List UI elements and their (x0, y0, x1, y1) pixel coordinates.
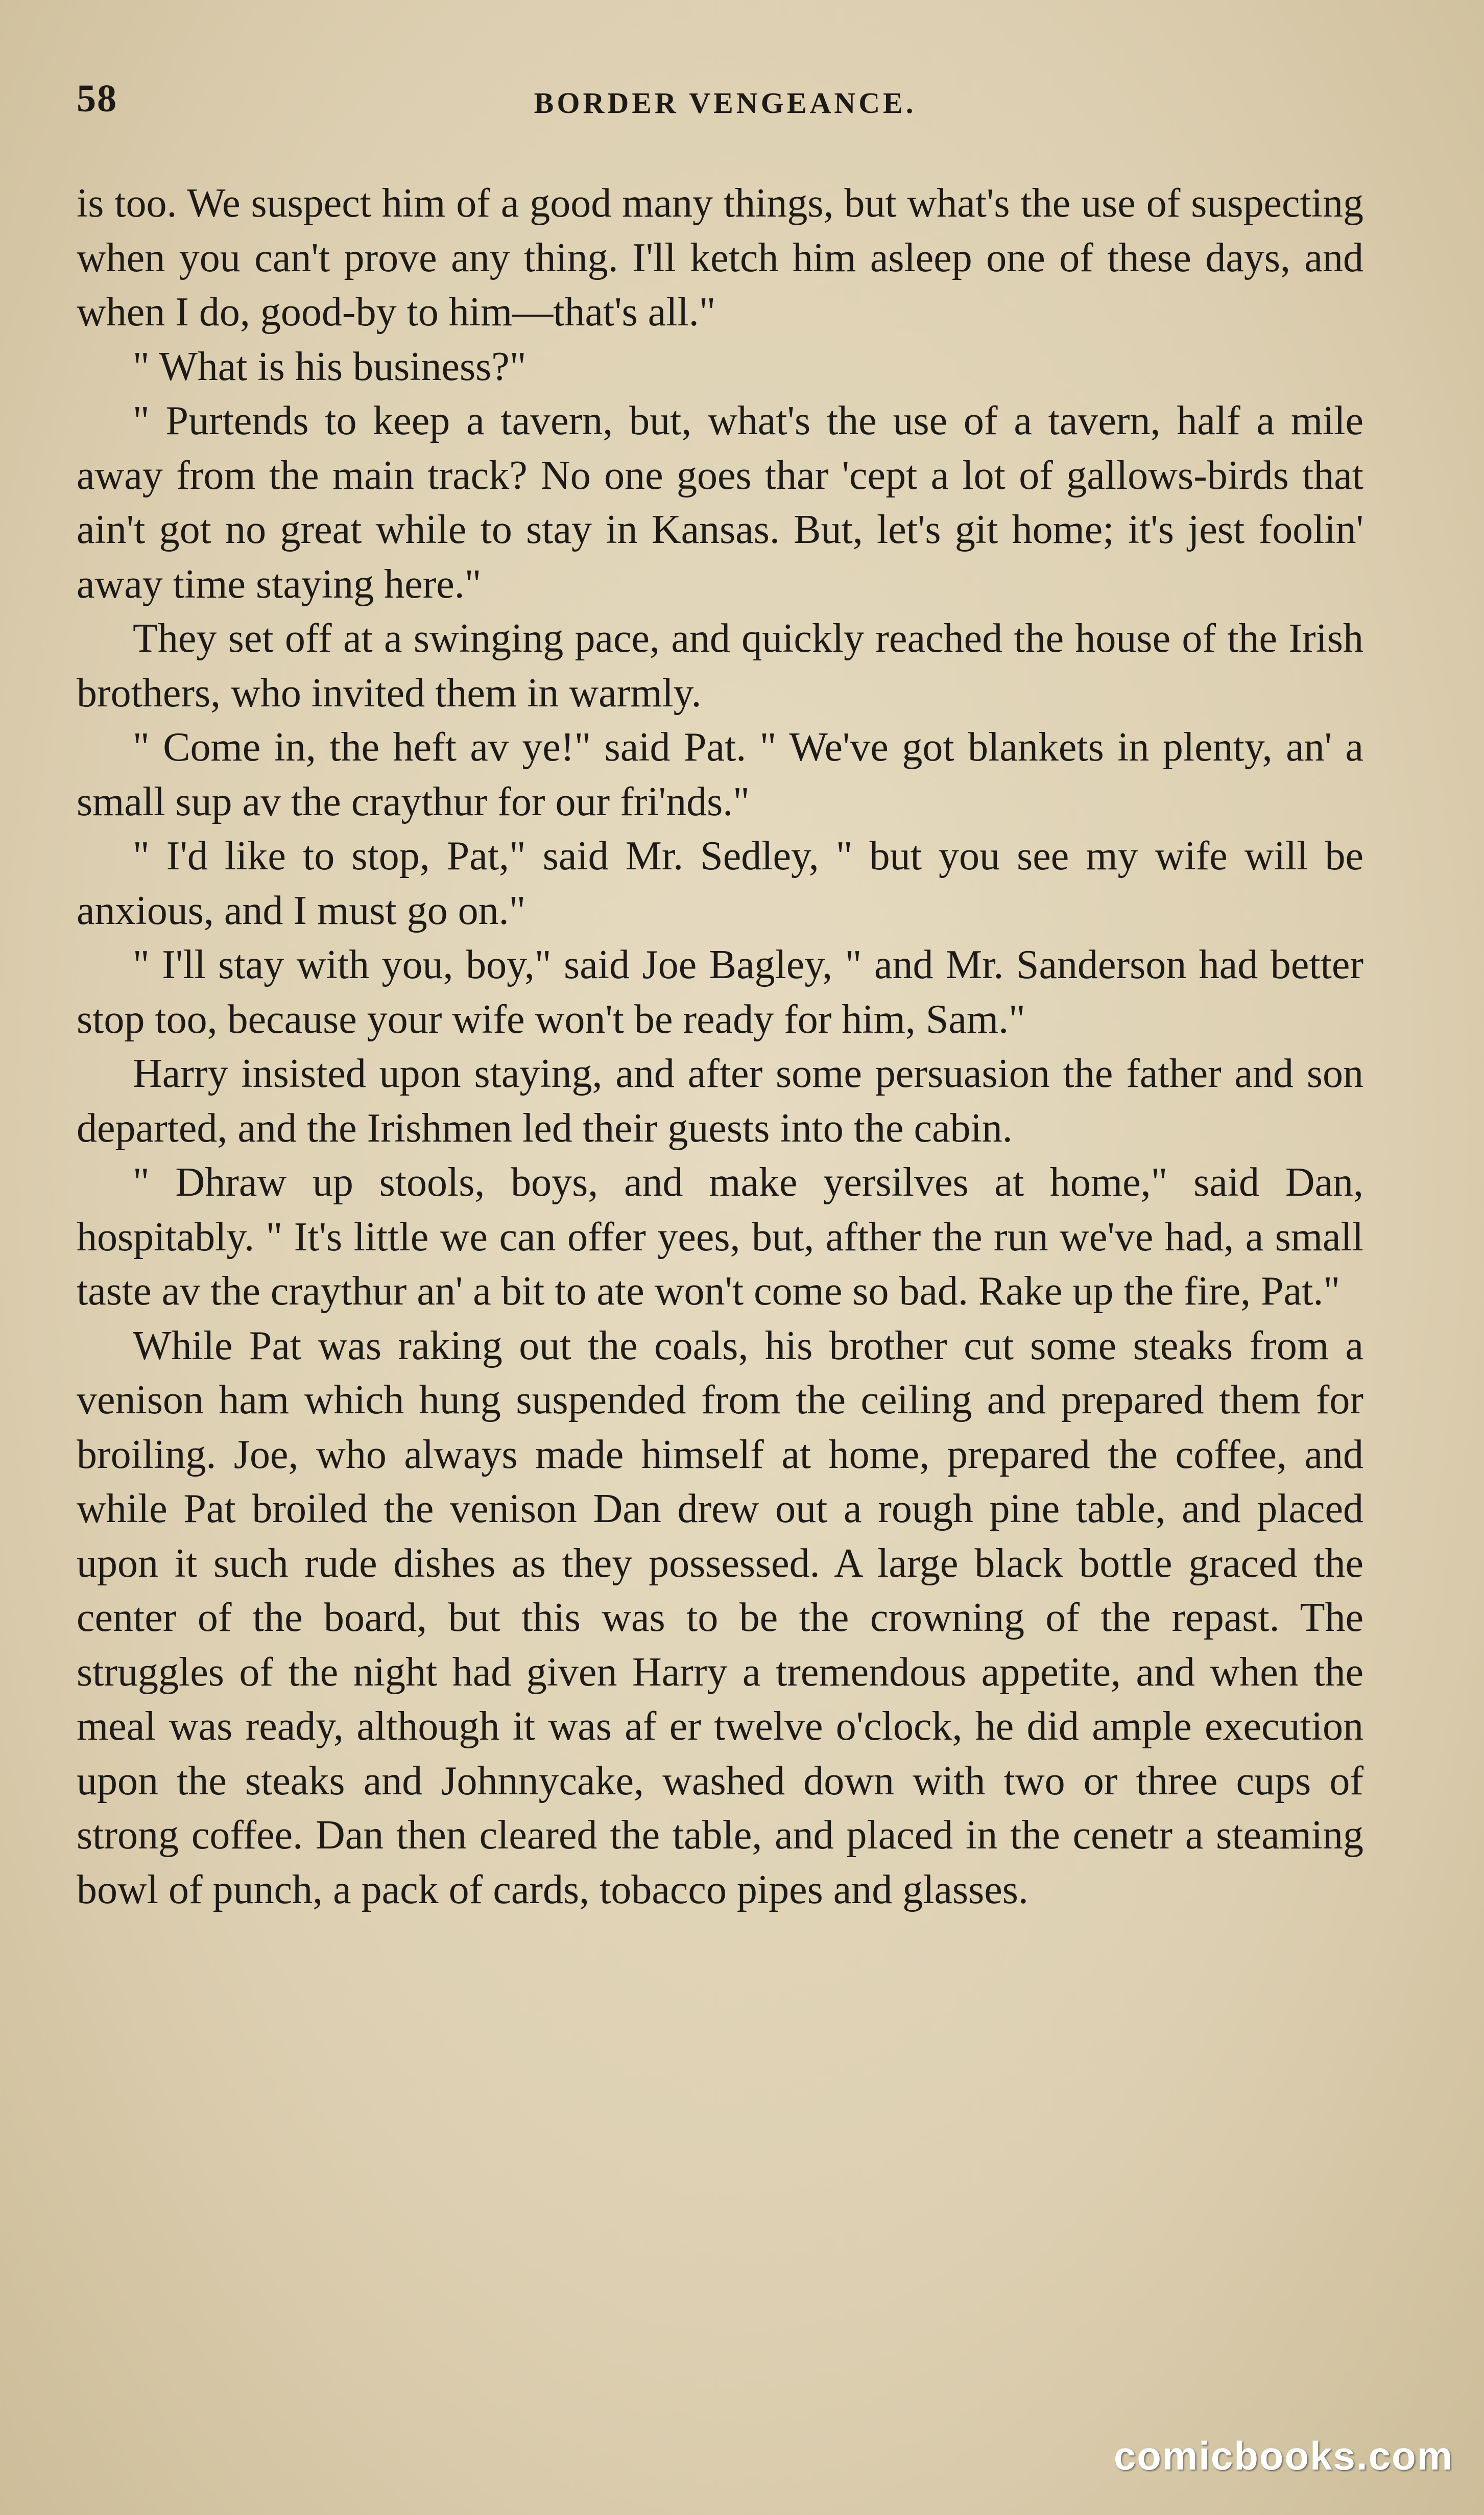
paragraph: " Purtends to keep a tavern, but, what's the use of a tavern, half a mile away from the main track? No one goes thar 'cept a lot of gallows-birds that ain't got no great while to stay in Kansas. But, let's git home; it's jest foolin' away time staying here." (77, 398, 1363, 607)
page-header (77, 77, 1374, 133)
paragraph: " What is his business?" (133, 344, 526, 389)
paragraph: " I'd like to stop, Pat," said Mr. Sedley, " but you see my wife will be anxious, and I must go on." (77, 834, 1363, 933)
watermark: comicbooks.com (1113, 2433, 1453, 2478)
paragraph: They set off at a swinging pace, and quickly reached the house of the Irish brothers, who invited them in warmly. (77, 616, 1363, 716)
paragraph: " I'll stay with you, boy," said Joe Bagley, " and Mr. Sanderson had better stop too, because your wife won't be ready for him, Sam." (77, 942, 1363, 1042)
paragraph: " Dhraw up stools, boys, and make yersilves at home," said Dan, hospitably. " It's little we can offer yees, but, afther the run we've had, a small taste av the craythur an' a bit to ate won't come so bad. Rake up the fire, Pat." (77, 1160, 1363, 1314)
running-head: BORDER VENGEANCE. (534, 86, 917, 120)
paragraph: " Come in, the heft av ye!" said Pat. " We've got blankets in plenty, an' a small sup av the craythur for our fri'nds." (77, 725, 1363, 824)
page-number: 58 (77, 77, 117, 120)
paragraph: While Pat was raking out the coals, his brother cut some steaks from a venison ham which hung suspended from the ceiling and prepared them for broiling. Joe, who always made himself at home, prepared the coffee, and while Pat broiled the venison Dan drew out a rough pine table, and placed upon it such rude dishes as they possessed. A large black bottle graced the center of the board, but this was to be the crowning of the repast. The struggles of the night had given Harry a tremendous appetite, and when the meal was ready, although it was af er twelve o'clock, he did ample execution upon the steaks and Johnnycake, washed down with two or three cups of strong coffee. Dan then cleared the table, and placed in the cenetr a steaming bowl of punch, a pack of cards, tobacco pipes and glasses. (77, 1323, 1363, 1912)
paragraph: is too. We suspect him of a good many things, but what's the use of suspecting when you can't prove any thing. I'll ketch him asleep one of these days, and when I do, good-by to him—that's all." (77, 181, 1363, 335)
paragraph: Harry insisted upon staying, and after some persuasion the father and son departed, and the Irishmen led their guests into the cabin. (77, 1051, 1363, 1151)
body-text (77, 176, 1363, 1917)
